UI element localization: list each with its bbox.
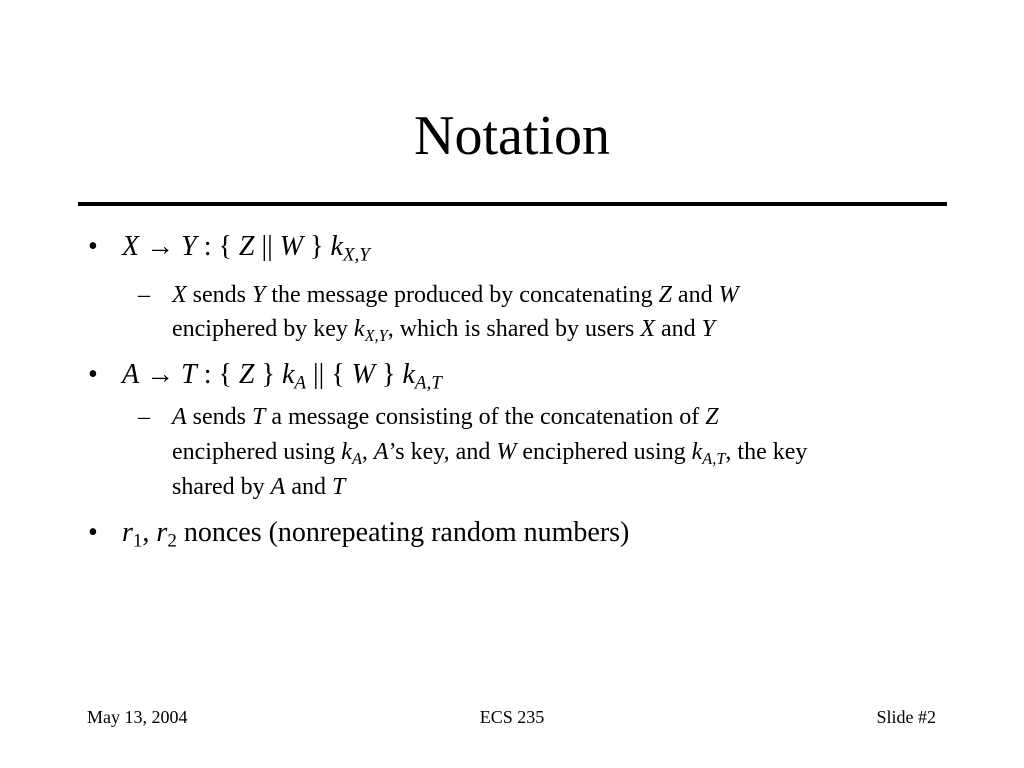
bullet-marker: • bbox=[88, 517, 98, 548]
bullet-marker: • bbox=[88, 359, 98, 390]
bullet-1-sub-line-2: enciphered by key $k_{X,Y}$, which is shared by users X and Y bbox=[172, 316, 716, 345]
bullet-1-sub-text: X sends Y the message produced by concatenating Z and W bbox=[172, 282, 739, 308]
sub-bullet-marker: – bbox=[138, 404, 150, 430]
bullet-2-sub-line-3: shared by A and T bbox=[172, 474, 346, 500]
footer-slide-number: Slide #2 bbox=[876, 707, 936, 727]
footer-date: May 13, 2004 bbox=[87, 707, 188, 727]
bullet-2-formula: A → T : { Z } $k_A$ || { W } $k_{A,T}$ bbox=[122, 359, 442, 394]
sub-bullet-marker: – bbox=[138, 282, 150, 308]
footer-course: ECS 235 bbox=[479, 707, 545, 727]
bullet-3-text: $r_1$, $r_2$ nonces (nonrepeating random numbers) bbox=[122, 517, 630, 552]
bullet-marker: • bbox=[88, 231, 98, 262]
title-divider bbox=[78, 202, 947, 206]
slide-title: Notation bbox=[414, 105, 610, 167]
bullet-1-formula: X → Y : { Z || W } $k_{X,Y}$ bbox=[122, 231, 370, 266]
bullet-2-sub-text: A sends T a message consisting of the concatenation of Z bbox=[172, 404, 719, 430]
bullet-2-sub-line-2: enciphered using $k_A$, A’s key, and W enciphered using $k_{A,T}$, the key bbox=[172, 439, 808, 468]
